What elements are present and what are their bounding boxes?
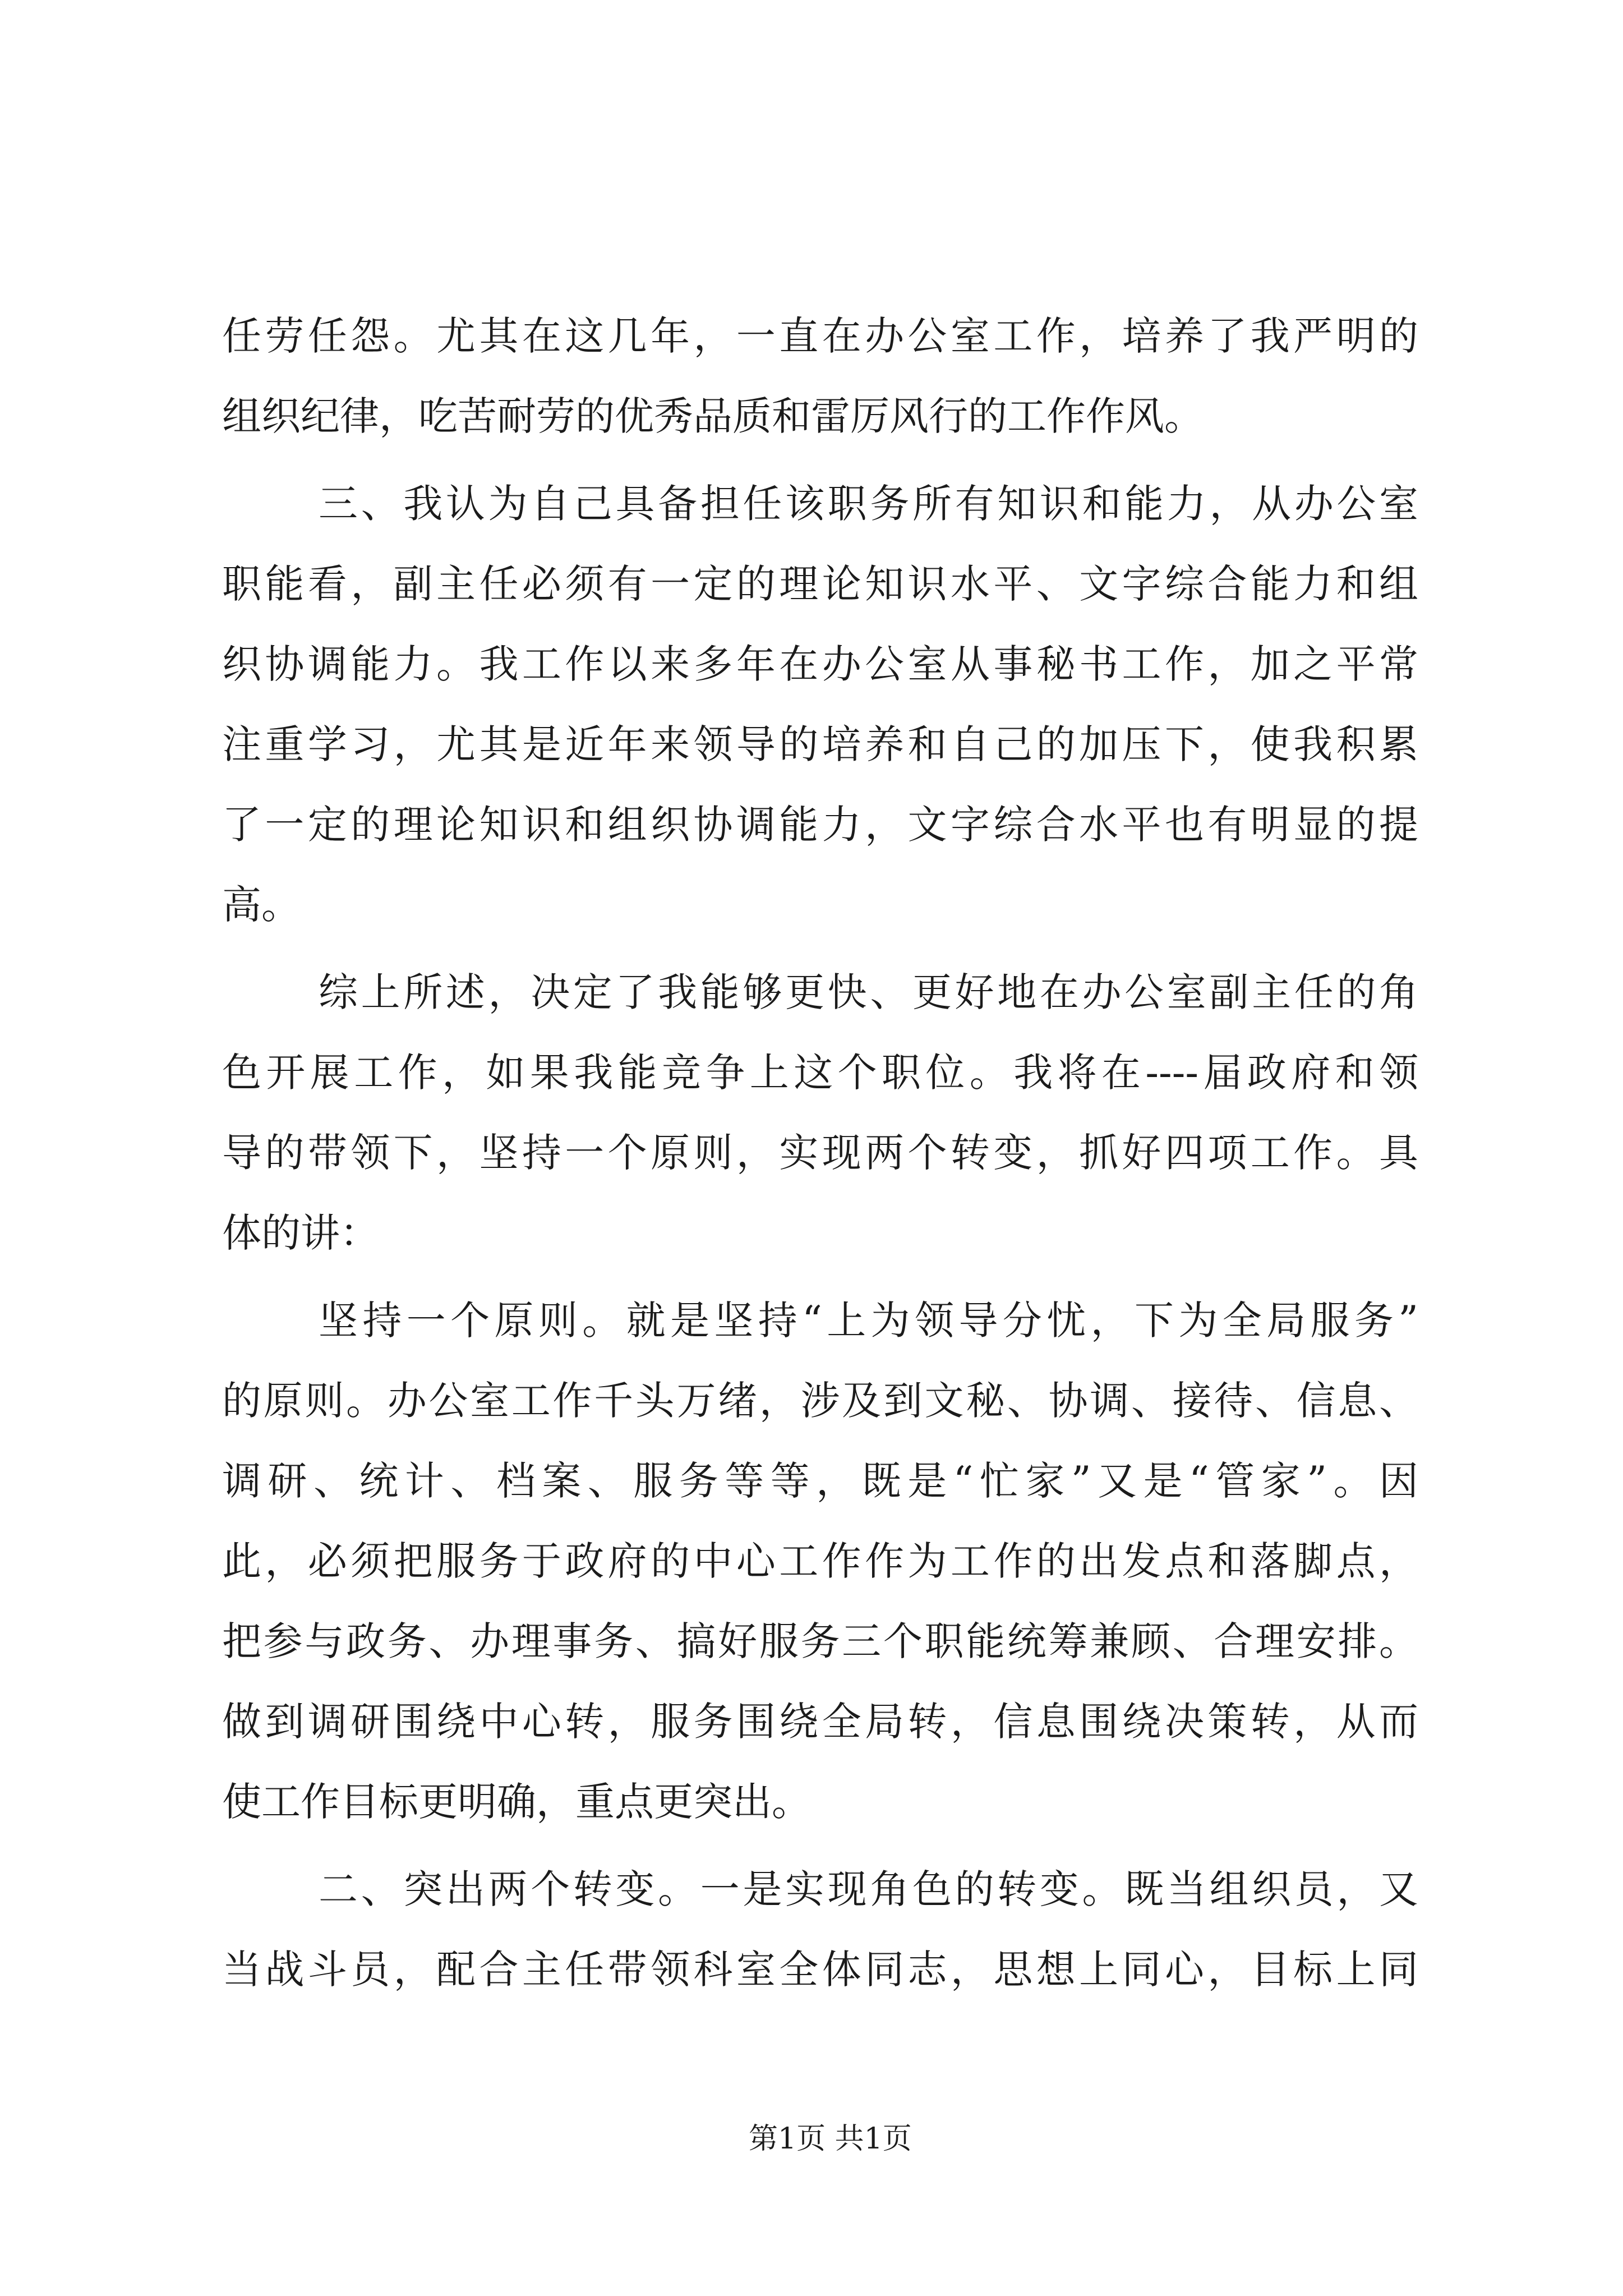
- paragraph-line: 的原则。办公室工作千头万绪，涉及到文秘、协调、接待、信息、: [222, 1378, 1418, 1424]
- paragraph-line: 体的讲：: [222, 1210, 379, 1256]
- paragraph: [222, 464, 1418, 945]
- document-body: [222, 296, 1418, 2010]
- paragraph-line: 把参与政务、办理事务、搞好服务三个职能统筹兼顾、合理安排。: [222, 1618, 1418, 1664]
- paragraph-line: 调研、统计、档案、服务等等，既是“忙家”又是“管家”。因: [222, 1458, 1418, 1504]
- paragraph-line: 三、我认为自己具备担任该职务所有知识和能力，从办公室: [319, 481, 1418, 527]
- paragraph-line: 二、突出两个转变。一是实现角色的转变。既当组织员，又: [319, 1866, 1418, 1912]
- paragraph-line: 织协调能力。我工作以来多年在办公室从事秘书工作，加之平常: [222, 641, 1418, 687]
- paragraph-line: 了一定的理论知识和组织协调能力，文字综合水平也有明显的提: [222, 802, 1418, 848]
- paragraph-line: 组织纪律，吃苦耐劳的优秀品质和雷厉风行的工作作风。: [222, 393, 1204, 439]
- page-footer: 第1页 共1页: [749, 2122, 912, 2156]
- paragraph-line: 做到调研围绕中心转，服务围绕全局转，信息围绕决策转，从而: [222, 1699, 1418, 1745]
- paragraph: [222, 1281, 1418, 1842]
- paragraph: [222, 1849, 1418, 2010]
- paragraph-line: 色开展工作，如果我能竞争上这个职位。我将在----届政府和领: [222, 1050, 1418, 1096]
- paragraph-line: 此，必须把服务于政府的中心工作作为工作的出发点和落脚点，: [222, 1538, 1418, 1584]
- paragraph-line: 任劳任怨。尤其在这几年，一直在办公室工作，培养了我严明的: [222, 313, 1418, 359]
- paragraph-line: 当战斗员，配合主任带领科室全体同志，思想上同心，目标上同: [222, 1947, 1418, 1993]
- paragraph-line: 职能看，副主任必须有一定的理论知识水平、文字综合能力和组: [222, 561, 1418, 607]
- paragraph-line: 坚持一个原则。就是坚持“上为领导分忧，下为全局服务”: [319, 1297, 1418, 1343]
- paragraph: [222, 953, 1418, 1273]
- paragraph-line: 使工作目标更明确，重点更突出。: [222, 1779, 811, 1825]
- paragraph-line: 注重学习，尤其是近年来领导的培养和自己的加压下，使我积累: [222, 721, 1418, 767]
- paragraph-line: 高。: [222, 882, 301, 928]
- paragraph: [222, 296, 1418, 457]
- paragraph-line: 综上所述，决定了我能够更快、更好地在办公室副主任的角: [319, 969, 1418, 1015]
- paragraph-line: 导的带领下，坚持一个原则，实现两个转变，抓好四项工作。具: [222, 1130, 1418, 1176]
